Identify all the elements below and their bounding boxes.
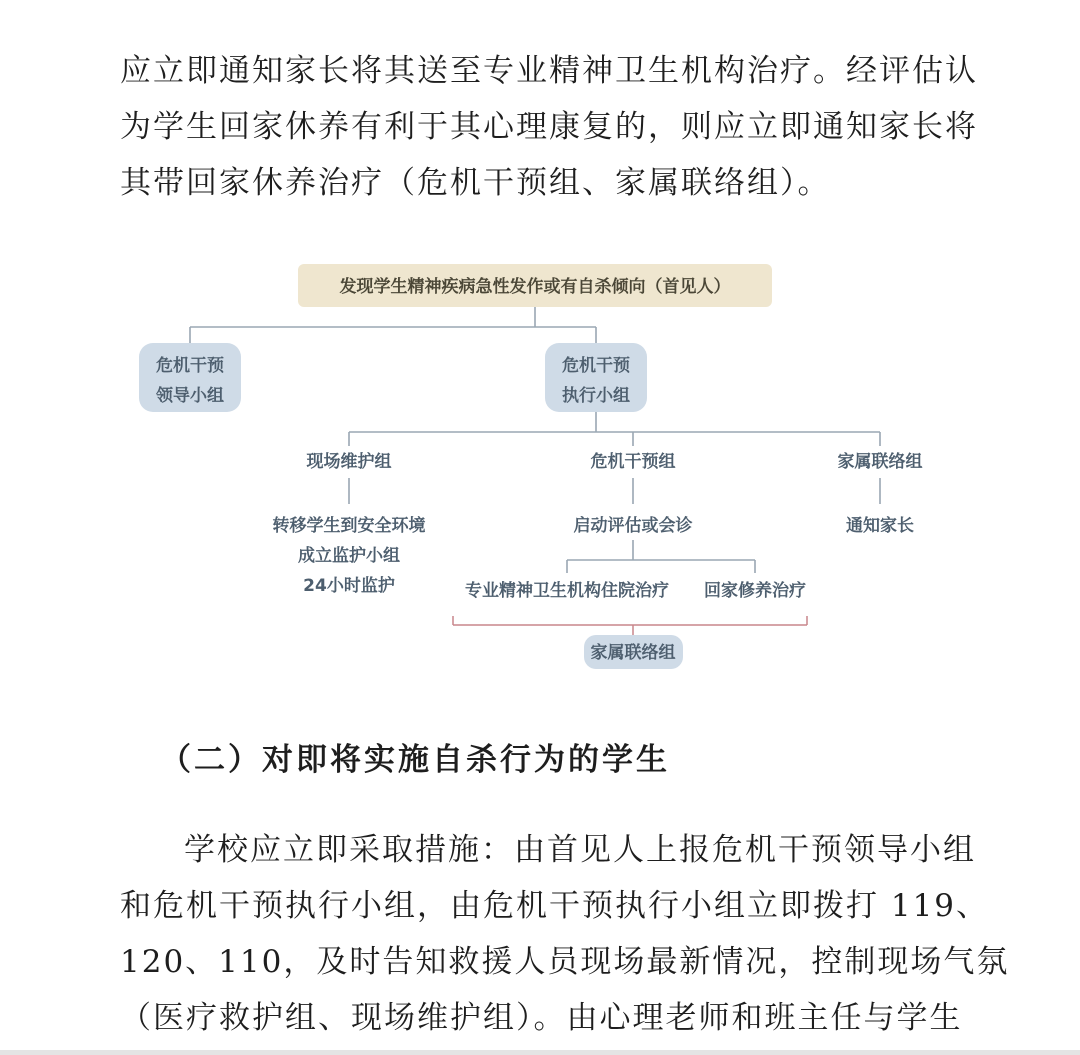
paragraph-line: 学校应立即采取措施：由首见人上报危机干预领导小组 <box>184 832 976 868</box>
family-action: 通知家长 <box>846 516 914 536</box>
page-bottom-divider <box>0 1050 1080 1055</box>
site-action-1: 转移学生到安全环境 <box>272 516 426 536</box>
bracket-connector <box>453 616 807 635</box>
execution-group-label-1: 危机干预 <box>562 356 630 376</box>
paragraph-line: 和危机干预执行小组，由危机干预执行小组立即拨打 119、 <box>120 888 990 924</box>
bottom-paragraph <box>120 822 1010 1046</box>
crisis-option-home: 回家修养治疗 <box>704 581 806 601</box>
site-action-3: 24小时监护 <box>303 576 395 596</box>
crisis-group-title: 危机干预组 <box>590 452 676 472</box>
paragraph-line: 为学生回家休养有利于其心理康复的，则应立即通知家长将 <box>120 109 978 145</box>
root-node-label: 发现学生精神疾病急性发作或有自杀倾向（首见人） <box>339 277 731 297</box>
site-group-title: 现场维护组 <box>306 452 392 472</box>
bottom-node-label: 家属联络组 <box>590 643 676 663</box>
leadership-group-label-2: 领导小组 <box>156 386 224 406</box>
site-action-2: 成立监护小组 <box>298 546 400 566</box>
leadership-group-label-1: 危机干预 <box>156 356 224 376</box>
paragraph-line: 其带回家休养治疗（危机干预组、家属联络组）。 <box>120 165 831 201</box>
family-group-title: 家属联络组 <box>837 452 923 472</box>
execution-group-label-2: 执行小组 <box>562 386 630 406</box>
paragraph-line: 120、110，及时告知救援人员现场最新情况，控制现场气氛 <box>120 944 1010 980</box>
crisis-action: 启动评估或会诊 <box>573 516 693 536</box>
paragraph-line: 应立即通知家长将其送至专业精神卫生机构治疗。经评估认 <box>120 53 978 89</box>
section-heading: （二）对即将实施自杀行为的学生 <box>160 742 670 778</box>
paragraph-line: （医疗救护组、现场维护组）。由心理老师和班主任与学生 <box>120 1000 963 1036</box>
crisis-option-hospital: 专业精神卫生机构住院治疗 <box>465 581 669 601</box>
